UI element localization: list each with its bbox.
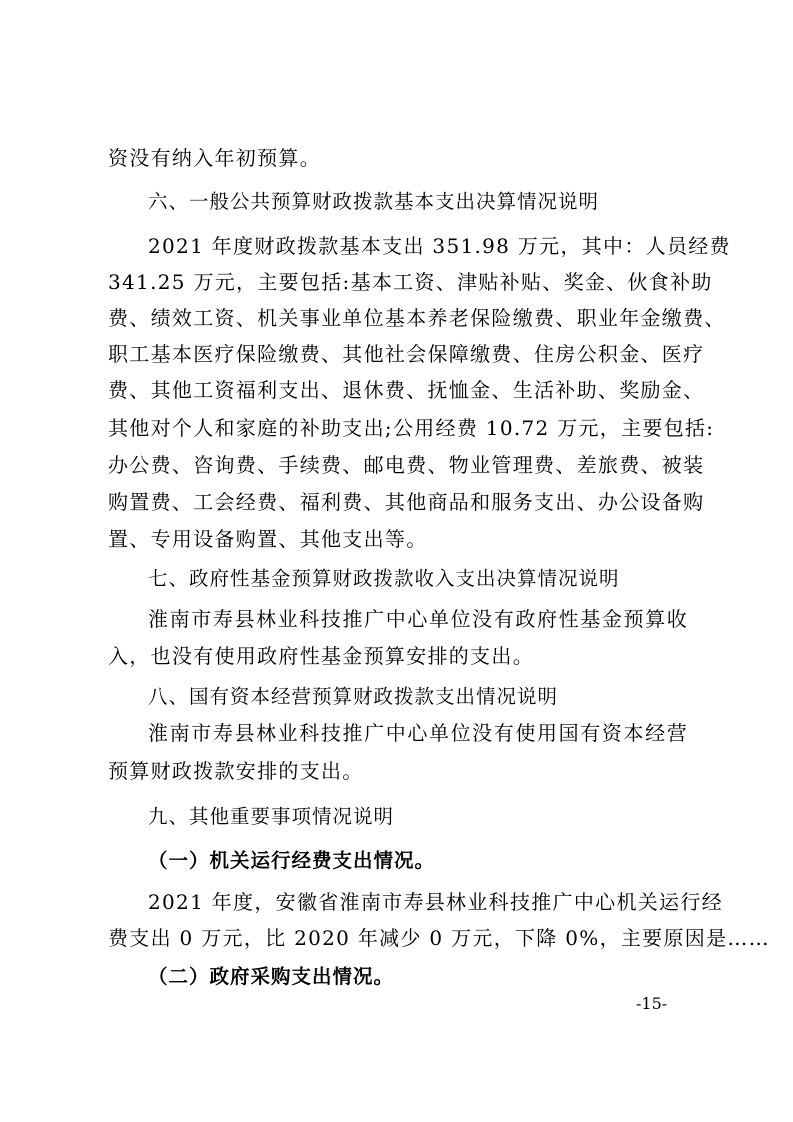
body-text-line: 预算财政拨款安排的支出。 bbox=[108, 759, 364, 783]
body-text-line: 入，也没有使用政府性基金预算安排的支出。 bbox=[108, 644, 534, 668]
body-text-line: 购置费、工会经费、福利费、其他商品和服务支出、办公设备购 bbox=[108, 490, 705, 514]
section-heading-7: 七、政府性基金预算财政拨款收入支出决算情况说明 bbox=[148, 567, 620, 590]
section-heading-9: 九、其他重要事项情况说明 bbox=[148, 805, 395, 828]
subsection-heading-2: （二）政府采购支出情况。 bbox=[148, 965, 395, 988]
body-text-line: 淮南市寿县林业科技推广中心单位没有使用国有资本经营 bbox=[148, 721, 688, 745]
body-text-line: 341.25 万元，主要包括:基本工资、津贴补贴、奖金、伙食补助 bbox=[108, 270, 713, 294]
body-text-line: 费、绩效工资、机关事业单位基本养老保险缴费、职业年金缴费、 bbox=[108, 306, 726, 330]
body-text-line: 资没有纳入年初预算。 bbox=[108, 146, 321, 170]
body-text-line: 2021 年度财政拨款基本支出 351.98 万元，其中：人员经费 bbox=[148, 234, 731, 258]
page-number: -15- bbox=[636, 994, 668, 1013]
body-text-line: 费支出 0 万元，比 2020 年减少 0 万元，下降 0%，主要原因是…… bbox=[108, 926, 770, 950]
body-text-line: 置、专用设备购置、其他支出等。 bbox=[108, 527, 428, 551]
subsection-heading-1: （一）机关运行经费支出情况。 bbox=[148, 849, 436, 872]
section-heading-8: 八、国有资本经营预算财政拨款支出情况说明 bbox=[148, 685, 559, 708]
body-text-line: 费、其他工资福利支出、退休费、抚恤金、生活补助、奖励金、 bbox=[108, 378, 705, 402]
section-heading-6: 六、一般公共预算财政拨款基本支出决算情况说明 bbox=[148, 190, 600, 213]
body-text-line: 职工基本医疗保险缴费、其他社会保障缴费、住房公积金、医疗 bbox=[108, 342, 705, 366]
body-text-line: 2021 年度，安徽省淮南市寿县林业科技推广中心机关运行经 bbox=[148, 890, 723, 914]
body-text-line: 办公费、咨询费、手续费、邮电费、物业管理费、差旅费、被装 bbox=[108, 453, 705, 477]
body-text-line: 淮南市寿县林业科技推广中心单位没有政府性基金预算收 bbox=[148, 607, 688, 631]
body-text-line: 其他对个人和家庭的补助支出;公用经费 10.72 万元，主要包括: bbox=[108, 416, 715, 440]
